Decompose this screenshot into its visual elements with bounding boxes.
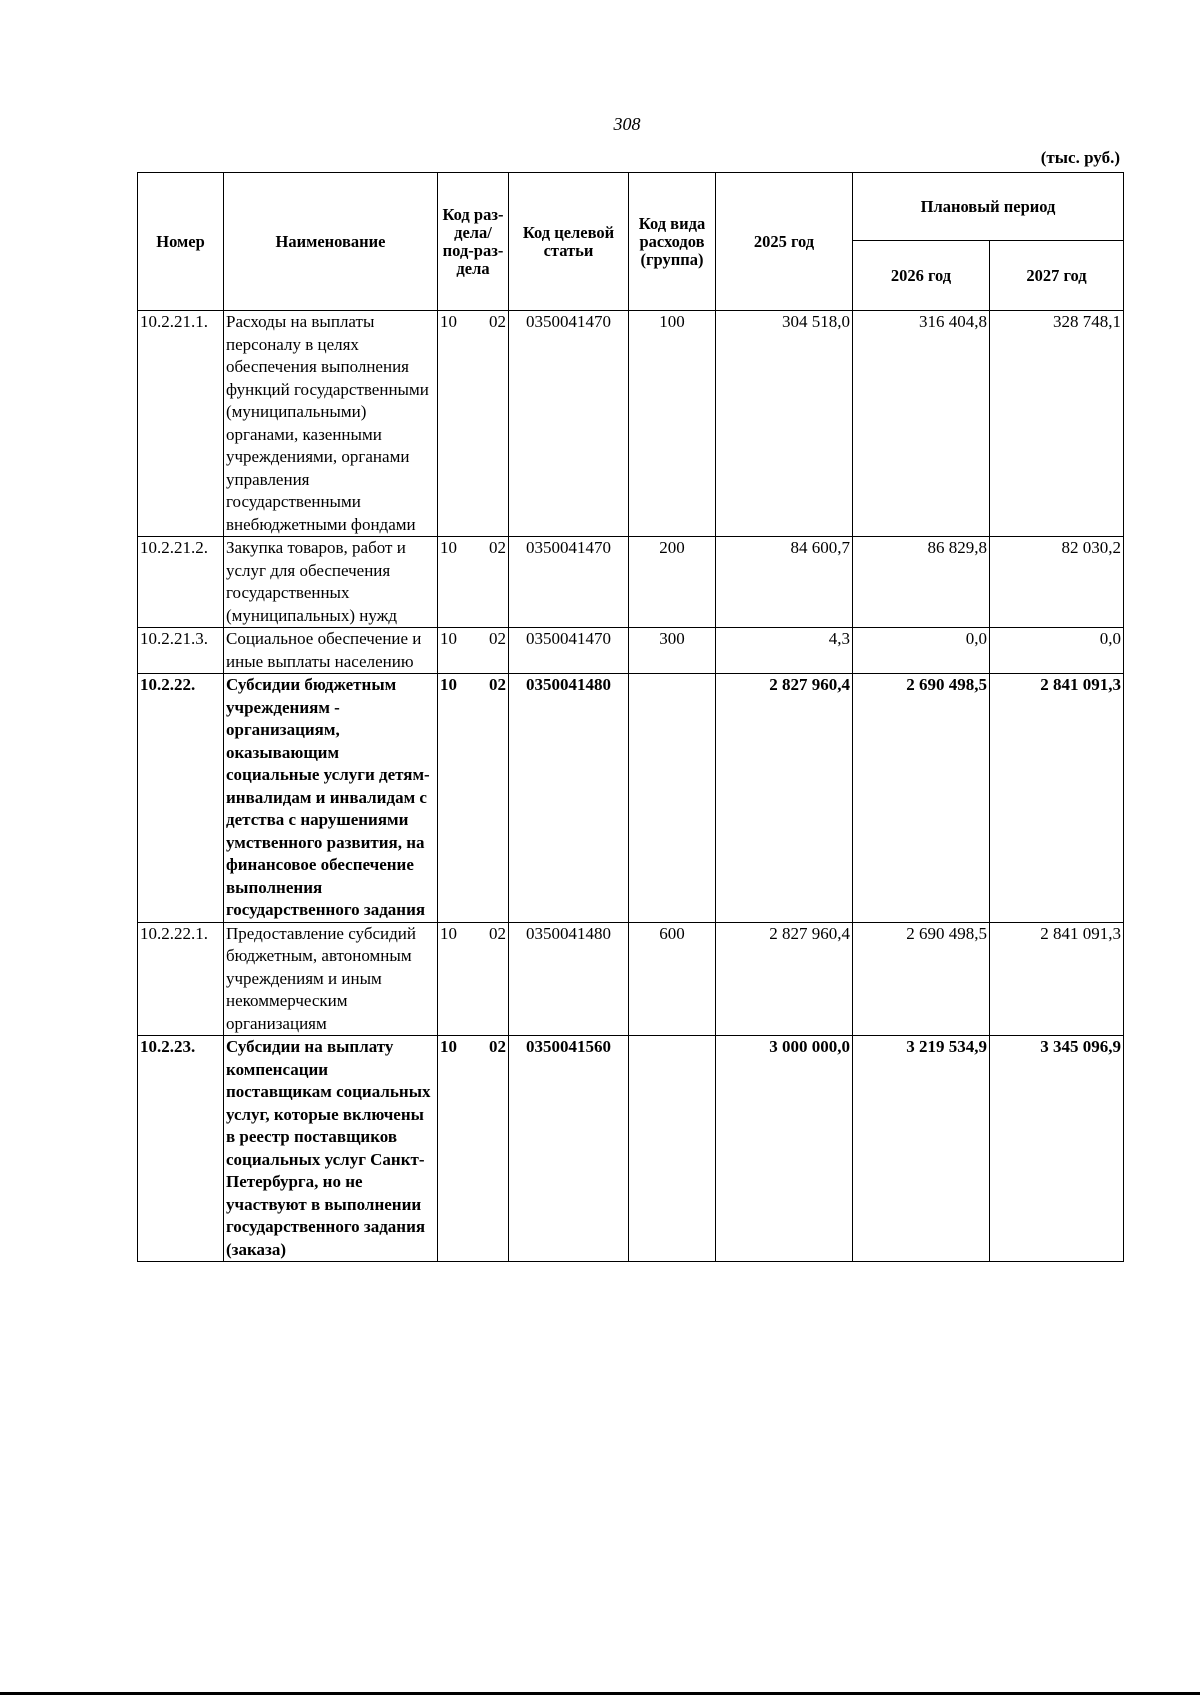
header-year-2027: 2027 год bbox=[990, 241, 1124, 311]
row-subsection: 02 bbox=[489, 1037, 506, 1056]
row-section-code bbox=[438, 1036, 509, 1262]
table-row bbox=[138, 628, 1124, 674]
row-section: 10 bbox=[440, 629, 457, 648]
row-amount-2026: 2 690 498,5 bbox=[853, 674, 990, 923]
row-section: 10 bbox=[440, 923, 457, 943]
row-target-code: 0350041560 bbox=[509, 1036, 629, 1262]
header-number: Номер bbox=[138, 173, 224, 311]
row-expense-type: 200 bbox=[629, 537, 716, 628]
row-amount-2026: 3 219 534,9 bbox=[853, 1036, 990, 1262]
table-row bbox=[138, 1036, 1124, 1262]
row-target-code: 0350041470 bbox=[509, 628, 629, 674]
row-amount-2025: 2 827 960,4 bbox=[716, 922, 853, 1036]
row-expense-type: 300 bbox=[629, 628, 716, 674]
row-amount-2027: 0,0 bbox=[990, 628, 1124, 674]
row-amount-2027: 82 030,2 bbox=[990, 537, 1124, 628]
header-name: Наименование bbox=[224, 173, 438, 311]
header-year-2025: 2025 год bbox=[716, 173, 853, 311]
row-amount-2025: 3 000 000,0 bbox=[716, 1036, 853, 1262]
row-amount-2026: 86 829,8 bbox=[853, 537, 990, 628]
row-amount-2027: 2 841 091,3 bbox=[990, 674, 1124, 923]
row-section-code bbox=[438, 311, 509, 537]
table-row bbox=[138, 674, 1124, 923]
row-subsection: 02 bbox=[489, 675, 506, 694]
row-subsection: 02 bbox=[489, 923, 506, 943]
row-subsection: 02 bbox=[489, 629, 506, 648]
row-name: Предоставление субсидий бюджетным, автономным учреждениям и иным некоммерческим организациям bbox=[224, 922, 438, 1036]
row-section: 10 bbox=[440, 675, 457, 694]
row-target-code: 0350041480 bbox=[509, 674, 629, 923]
row-name: Субсидии на выплату компенсации поставщикам социальных услуг, которые включены в реестр поставщиков социальных услуг Санкт-Петербурга, но не участвуют в выполнении государственного задания (заказа) bbox=[224, 1036, 438, 1262]
row-target-code: 0350041470 bbox=[509, 537, 629, 628]
row-number: 10.2.22.1. bbox=[138, 922, 224, 1036]
header-expense-type: Код вида расходов (группа) bbox=[629, 173, 716, 311]
row-target-code: 0350041470 bbox=[509, 311, 629, 537]
row-expense-type: 100 bbox=[629, 311, 716, 537]
row-amount-2025: 304 518,0 bbox=[716, 311, 853, 537]
row-number: 10.2.21.2. bbox=[138, 537, 224, 628]
row-amount-2026: 2 690 498,5 bbox=[853, 922, 990, 1036]
row-name: Субсидии бюджетным учреждениям - организациям, оказывающим социальные услуги детям-инвалидам и инвалидам с детства с нарушениями умственного развития, на финансовое обеспечение выполнения государственного задания bbox=[224, 674, 438, 923]
budget-table bbox=[137, 172, 1124, 1262]
row-name: Расходы на выплаты персоналу в целях обеспечения выполнения функций государственными (муниципальными) органами, казенными учреждениями, органами управления государственными внебюджетными фондами bbox=[224, 311, 438, 537]
row-number: 10.2.22. bbox=[138, 674, 224, 923]
row-section: 10 bbox=[440, 312, 457, 331]
row-section: 10 bbox=[440, 538, 457, 557]
table-row bbox=[138, 922, 1124, 1036]
row-subsection: 02 bbox=[489, 538, 506, 557]
row-number: 10.2.21.1. bbox=[138, 311, 224, 537]
row-amount-2025: 4,3 bbox=[716, 628, 853, 674]
header-planned-period: Плановый период bbox=[853, 173, 1124, 241]
page-number: 308 bbox=[613, 114, 641, 134]
row-amount-2026: 0,0 bbox=[853, 628, 990, 674]
row-amount-2027: 3 345 096,9 bbox=[990, 1036, 1124, 1262]
row-target-code: 0350041480 bbox=[509, 922, 629, 1036]
row-amount-2027: 328 748,1 bbox=[990, 311, 1124, 537]
units-label: (тыс. руб.) bbox=[1040, 148, 1120, 167]
row-name: Закупка товаров, работ и услуг для обеспечения государственных (муниципальных) нужд bbox=[224, 537, 438, 628]
row-name: Социальное обеспечение и иные выплаты населению bbox=[224, 628, 438, 674]
row-section-code bbox=[438, 922, 509, 1036]
row-number: 10.2.23. bbox=[138, 1036, 224, 1262]
row-expense-type: 600 bbox=[629, 922, 716, 1036]
row-expense-type bbox=[629, 1036, 716, 1262]
row-subsection: 02 bbox=[489, 312, 506, 331]
row-number: 10.2.21.3. bbox=[138, 628, 224, 674]
row-amount-2025: 2 827 960,4 bbox=[716, 674, 853, 923]
row-section-code bbox=[438, 674, 509, 923]
header-section-code: Код раз-дела/ под-раз-дела bbox=[438, 173, 509, 311]
row-amount-2027: 2 841 091,3 bbox=[990, 922, 1124, 1036]
row-amount-2025: 84 600,7 bbox=[716, 537, 853, 628]
row-amount-2026: 316 404,8 bbox=[853, 311, 990, 537]
table-row bbox=[138, 537, 1124, 628]
row-section-code bbox=[438, 628, 509, 674]
header-target-code: Код целевой статьи bbox=[509, 173, 629, 311]
row-section-code bbox=[438, 537, 509, 628]
header-year-2026: 2026 год bbox=[853, 241, 990, 311]
row-expense-type bbox=[629, 674, 716, 923]
row-section: 10 bbox=[440, 1037, 457, 1056]
table-row bbox=[138, 311, 1124, 537]
